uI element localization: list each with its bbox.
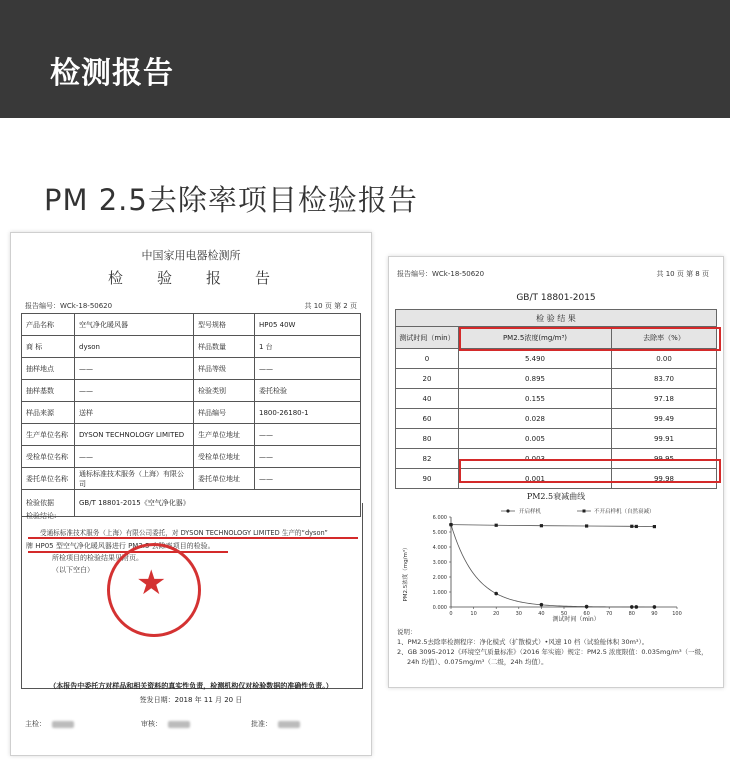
series-off-point [635,525,638,528]
header-banner [0,0,730,118]
series-off-point [449,523,452,526]
results-row [396,349,717,369]
series-off-point [630,525,633,528]
chart-title: PM2.5衰减曲线 [526,492,586,501]
report-title: 检验报告 [107,269,304,287]
notes-label: 说明： [397,628,417,636]
cell-removal-rate: 99.91 [612,429,717,449]
y-tick-label: 6.000 [432,515,447,521]
cell-time: 82 [396,449,459,469]
info-row [22,446,361,468]
info-value: 送样 [75,402,194,424]
results-row [396,429,717,449]
cell-concentration: 0.003 [459,449,612,469]
info-row [22,314,361,336]
conclusion-line-1: 受通标标准技术服务（上海）有限公司委托，对 DYSON TECHNOLOGY LIMITED 生产的“dyson” [40,529,328,537]
info-value: 通标标准技术服务（上海）有限公司 [75,468,194,490]
info-label: 委托单位地址 [194,468,255,490]
red-highlight-final-row [459,459,721,483]
info-label: 委托单位名称 [22,468,75,490]
cell-removal-rate: 0.00 [612,349,717,369]
info-label: 样品数量 [194,336,255,358]
cell-time: 20 [396,369,459,389]
banner-title: 检测报告 [50,56,174,91]
cell-removal-rate: 83.70 [612,369,717,389]
info-label: 抽样地点 [22,358,75,380]
series-off-point [585,524,588,527]
conclusion-line-4: （以下空白） [52,566,94,574]
info-label: 样品等级 [194,358,255,380]
results-row [396,409,717,429]
blurred-signature [278,721,300,728]
info-label: 抽样基数 [22,380,75,402]
series-off-line [451,525,654,527]
legend-off-marker [583,510,586,513]
x-tick-label: 0 [449,611,453,617]
y-tick-label: 0.000 [432,605,447,611]
info-value: —— [255,358,361,380]
cell-removal-rate: 99.49 [612,409,717,429]
x-tick-label: 20 [493,611,500,617]
series-on-point [540,603,544,607]
info-row [22,336,361,358]
series-off-point [653,525,656,528]
report-page-right [388,256,724,688]
issue-date: 签发日期：2018 年 11 月 20 日 [139,696,243,704]
cell-removal-rate: 99.95 [612,449,717,469]
conclusion-label: 检验结论: [26,512,57,520]
info-value: DYSON TECHNOLOGY LIMITED [75,424,194,446]
page-subtitle: PM 2.5去除率项目检验报告 [44,183,418,217]
info-label: 型号规格 [194,314,255,336]
x-tick-label: 30 [515,611,522,617]
x-tick-label: 10 [470,611,477,617]
report-number: 报告编号：WCk-18-50620 [397,270,485,278]
cell-concentration: 5.490 [459,349,612,369]
star-icon: ★ [136,563,167,603]
cell-time: 80 [396,429,459,449]
report-org: 中国家用电器检测所 [141,249,241,262]
cell-removal-rate: 97.18 [612,389,717,409]
conclusion-line-2: 牌 HP05 型空气净化暖风器进行 PM2.5 去除率项目的检验。 [26,542,215,550]
legend-on-marker [506,509,509,512]
header-removal-rate: 去除率（%） [612,327,717,349]
report-pages: 共 10 页 第 2 页 [304,302,357,310]
x-tick-label: 90 [651,611,658,617]
pm25-decay-chart [389,503,723,623]
series-off-point [495,524,498,527]
results-row [396,369,717,389]
blurred-signature [52,721,74,728]
info-label: 生产单位地址 [194,424,255,446]
info-value: —— [255,468,361,490]
x-tick-label: 70 [606,611,613,617]
info-label: 产品名称 [22,314,75,336]
cell-time: 90 [396,469,459,489]
info-label: 样品编号 [194,402,255,424]
note-1: 1、PM2.5去除率检测程序：净化模式（扩散模式）•风速 10 档（试验舱体积 30m³）。 [397,638,649,646]
info-label: 样品来源 [22,402,75,424]
red-highlight-header [459,327,721,351]
signature-main-label: 主检： [25,720,46,728]
basis-label: 检验依据 [22,490,75,517]
series-on-line [451,525,654,607]
blurred-signature [168,721,190,728]
conclusion-line-3: 所检项目的检验结果见附页。 [52,554,143,562]
cell-concentration: 0.028 [459,409,612,429]
info-value: —— [255,424,361,446]
cell-concentration: 0.895 [459,369,612,389]
info-row [22,380,361,402]
report-pages: 共 10 页 第 8 页 [656,270,709,278]
info-value: —— [75,446,194,468]
info-label: 生产单位名称 [22,424,75,446]
x-tick-label: 80 [628,611,635,617]
info-label: 检验类别 [194,380,255,402]
y-tick-label: 4.000 [432,545,447,551]
info-value: dyson [75,336,194,358]
cell-time: 60 [396,409,459,429]
cell-removal-rate: 99.98 [612,469,717,489]
cell-time: 0 [396,349,459,369]
red-seal-stamp [107,543,201,637]
info-value: HP05 40W [255,314,361,336]
x-tick-label: 60 [583,611,590,617]
cell-concentration: 0.001 [459,469,612,489]
info-row [22,358,361,380]
standard-title: GB/T 18801-2015 [516,293,596,303]
info-label: 受检单位地址 [194,446,255,468]
info-value: 空气净化暖风器 [75,314,194,336]
report-page-left [10,232,372,756]
disclaimer: （本报告中委托方对样品和相关资料的真实性负责，检测机构仅对检验数据的准确性负责。） [49,682,333,690]
series-off-point [540,524,543,527]
info-value: —— [255,446,361,468]
series-on-point [494,592,498,596]
chart-ylabel: PM2.5浓度（mg/m³） [403,544,409,602]
cell-time: 40 [396,389,459,409]
legend-off-label: 不开启样机（自然衰减） [594,509,655,515]
basis-value: GB/T 18801-2015《空气净化器》 [75,490,361,517]
header-time: 测试时间（min） [396,327,459,349]
series-on-point [630,605,634,609]
signature-main [25,719,74,729]
x-tick-label: 100 [672,611,682,617]
header-concentration: PM2.5浓度(mg/m³) [459,327,612,349]
y-tick-label: 2.000 [432,575,447,581]
red-underline-1 [28,537,358,539]
results-row [396,389,717,409]
chart-xlabel: 测试时间（min） [552,616,600,623]
y-tick-label: 1.000 [432,590,447,596]
info-label: 商 标 [22,336,75,358]
x-tick-label: 50 [560,611,568,617]
series-on-point [635,605,639,609]
cell-concentration: 0.005 [459,429,612,449]
signature-review [141,719,190,729]
cell-concentration: 0.155 [459,389,612,409]
info-row [22,424,361,446]
signature-approve-label: 批准： [251,720,272,728]
y-tick-label: 3.000 [432,560,447,566]
info-value: —— [75,380,194,402]
signature-review-label: 审核： [141,720,162,728]
legend-on-label: 开启样机 [519,509,542,515]
x-tick-label: 40 [538,611,545,617]
info-value: 委托检验 [255,380,361,402]
info-value: 1800-26180-1 [255,402,361,424]
info-table [21,313,361,517]
note-3: 24h 均值）、0.075mg/m³（二级，24h 均值）。 [407,658,548,666]
series-on-point [653,605,657,609]
results-caption: 检 验 结 果 [396,310,717,327]
note-2: 2、GB 3095-2012《环境空气质量标准》（2016 年实施）规定：PM2.5 浓度限值：0.035mg/m³（一级， [397,648,708,656]
signature-approve [251,719,300,729]
info-value: 1 台 [255,336,361,358]
report-number: 报告编号：WCk-18-50620 [25,302,113,310]
info-label: 受检单位名称 [22,446,75,468]
series-on-point [585,605,589,609]
info-row [22,468,361,490]
y-tick-label: 5.000 [432,530,447,536]
info-value: —— [75,358,194,380]
info-row [22,402,361,424]
